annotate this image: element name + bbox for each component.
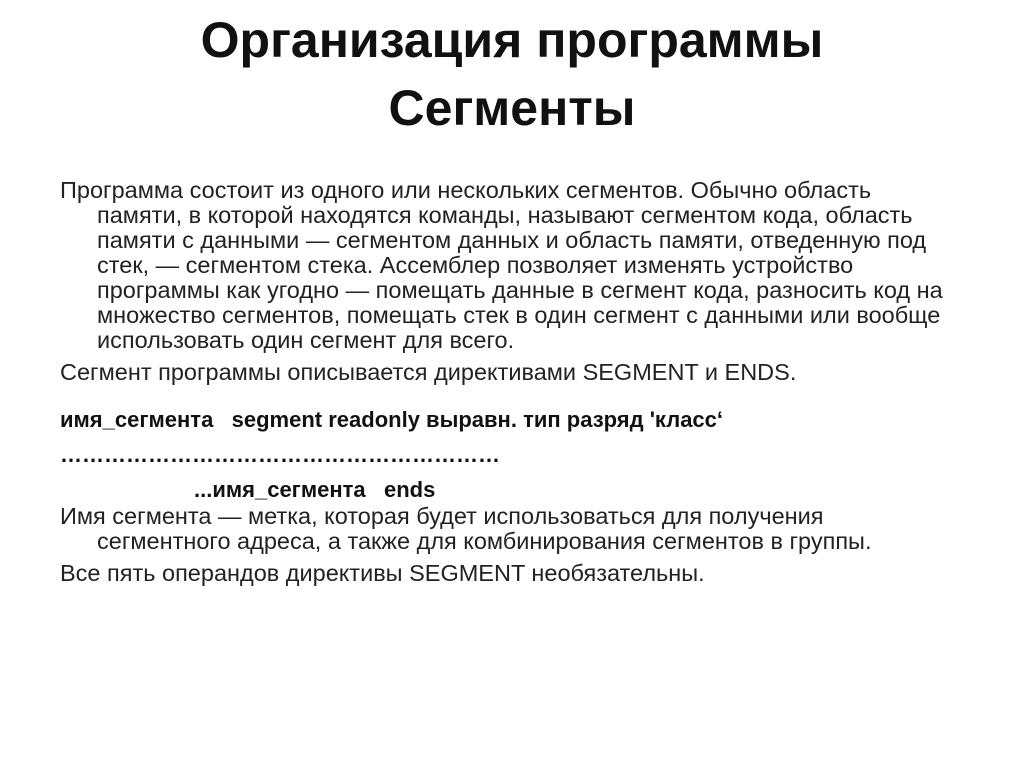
paragraph-segments-intro: Программа состоит из одного или нескольких сегментов. Обычно область памяти, в которой находятся команды, называют сегментом кода, область памяти с данными — сегментом данных и область памяти, отведенную под стек, — сегментом стека. Ассемблер позволяет изменять устройство программы как угодно — помещать данные в сегмент кода, разносить код на множество сегментов, помещать стек в один сегмент с данными или вообще использовать один сегмент для всего. [60, 177, 943, 353]
paragraph-segment-name: Имя сегмента — метка, которая будет использоваться для получения сегментного адреса, а также для комбинирования сегментов в группы. [60, 503, 872, 554]
code-segment-declaration: имя_сегмента segment readonly выравн. тип разряд 'класс‘ [60, 407, 724, 432]
slide-body [60, 178, 960, 586]
slide-title [0, 6, 1024, 142]
code-segment-end: ...имя_сегмента ends [194, 477, 436, 502]
spacer [60, 385, 960, 407]
title-line-2: Сегменты [388, 80, 636, 136]
paragraph-directives: Сегмент программы описывается директивами SEGMENT и ENDS. [60, 359, 797, 385]
paragraph-operands-optional: Все пять операндов директивы SEGMENT необязательны. [60, 560, 705, 586]
title-line-1: Организация программы [200, 12, 824, 68]
code-ellipsis: …………………………………………………… [60, 442, 500, 467]
